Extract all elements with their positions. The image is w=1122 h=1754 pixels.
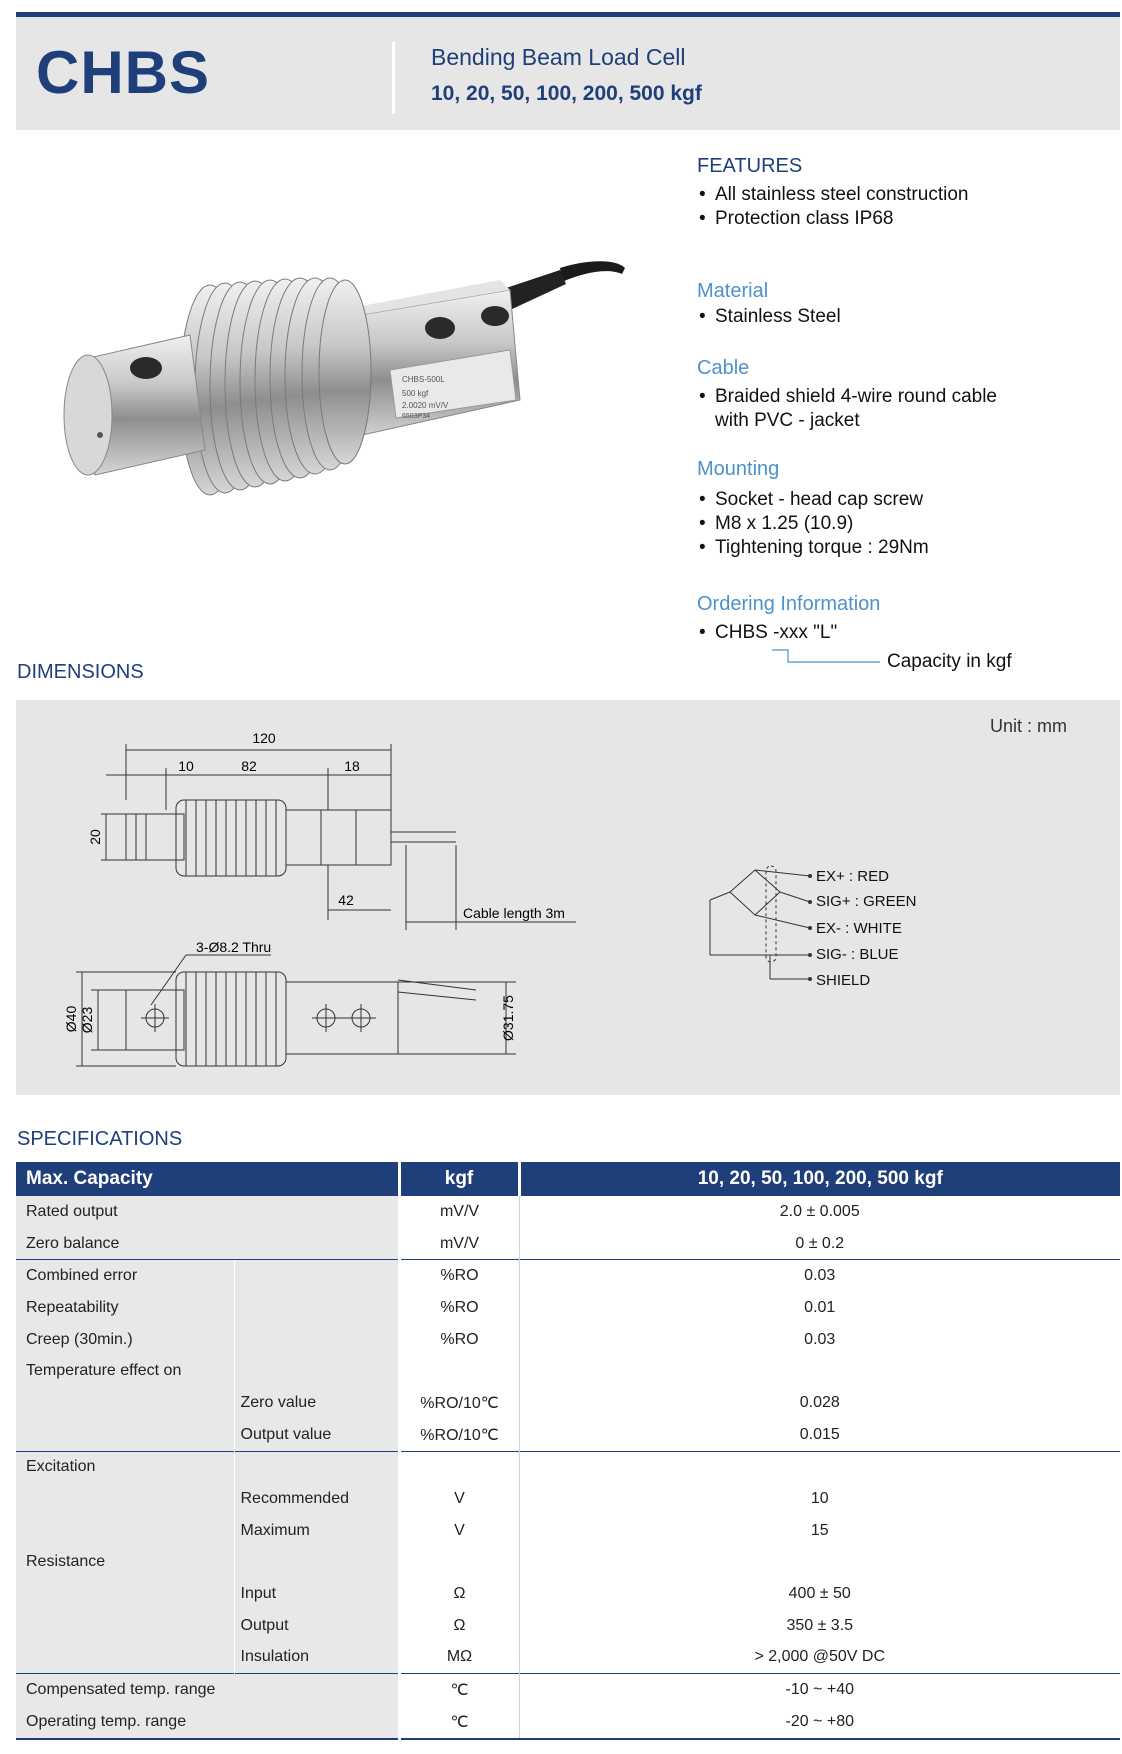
header-divider <box>392 42 395 114</box>
list-item: • Stainless Steel <box>697 305 841 329</box>
spec-sublabel: Insulation <box>234 1642 399 1674</box>
spec-value: 400 ± 50 <box>519 1578 1120 1610</box>
spec-value: 0.01 <box>519 1292 1120 1324</box>
table-row <box>16 1260 1120 1292</box>
spec-sublabel <box>234 1260 399 1292</box>
spec-unit <box>399 1355 519 1387</box>
spec-unit: mV/V <box>399 1196 519 1228</box>
material-heading: Material <box>697 280 769 302</box>
mounting-heading: Mounting <box>697 458 780 480</box>
table-row <box>16 1419 1120 1451</box>
spec-sublabel: Input <box>234 1578 399 1610</box>
label-capa-text: 500 kgf <box>402 389 429 398</box>
spec-unit <box>399 1547 519 1579</box>
spec-unit: V <box>399 1483 519 1515</box>
dim-42: 42 <box>338 892 354 908</box>
spec-label <box>16 1515 234 1547</box>
table-row <box>16 1547 1120 1579</box>
cable-heading: Cable <box>697 357 750 379</box>
spec-label <box>16 1578 234 1610</box>
dim-d3175: Ø31.75 <box>500 995 516 1041</box>
list-item: • Socket - head cap screw <box>697 488 929 512</box>
label-model-text: CHBS-500L <box>402 375 445 384</box>
spec-value: 2.0 ± 0.005 <box>519 1196 1120 1228</box>
spec-label: Operating temp. range <box>16 1706 399 1739</box>
table-row <box>16 1228 1120 1260</box>
table-row <box>16 1483 1120 1515</box>
dim-10: 10 <box>178 758 194 774</box>
spec-label: Compensated temp. range <box>16 1674 399 1706</box>
dim-120: 120 <box>252 730 276 746</box>
dim-d23: Ø23 <box>79 1006 95 1034</box>
spec-label: Combined error <box>16 1260 234 1292</box>
dim-20: 20 <box>87 829 103 845</box>
dim-82: 82 <box>241 758 257 774</box>
mounting-list <box>697 488 929 560</box>
wire-sig-plus: SIG+ : GREEN <box>816 893 917 910</box>
wire-ex-minus: EX- : WHITE <box>816 920 902 937</box>
spec-label <box>16 1642 234 1674</box>
spec-label: Temperature effect on <box>16 1355 234 1387</box>
spec-sublabel <box>234 1451 399 1483</box>
spec-sublabel <box>234 1547 399 1579</box>
spec-label <box>16 1387 234 1419</box>
spec-unit: %RO <box>399 1292 519 1324</box>
spec-sublabel: Recommended <box>234 1483 399 1515</box>
spec-unit: V <box>399 1515 519 1547</box>
spec-unit: mV/V <box>399 1228 519 1260</box>
spec-value: > 2,000 @50V DC <box>519 1642 1120 1674</box>
spec-sublabel <box>234 1292 399 1324</box>
spec-sublabel: Zero value <box>234 1387 399 1419</box>
spec-unit: ℃ <box>399 1674 519 1706</box>
spec-sublabel: Output value <box>234 1419 399 1451</box>
table-row <box>16 1292 1120 1324</box>
label-sn-text: 6503P34 <box>402 413 431 420</box>
table-row <box>16 1706 1120 1739</box>
table-row <box>16 1515 1120 1547</box>
cable-line-2: with PVC - jacket <box>715 410 860 431</box>
table-row <box>16 1642 1120 1674</box>
spec-unit: %RO/10℃ <box>399 1419 519 1451</box>
wire-ex-plus: EX+ : RED <box>816 868 889 885</box>
spec-unit: Ω <box>399 1578 519 1610</box>
spec-label: Rated output <box>16 1196 399 1228</box>
spec-value: 0.028 <box>519 1387 1120 1419</box>
spec-sublabel <box>234 1324 399 1356</box>
spec-header-value: 10, 20, 50, 100, 200, 500 kgf <box>519 1162 1120 1196</box>
wire-sig-minus: SIG- : BLUE <box>816 946 899 963</box>
spec-label: Resistance <box>16 1547 234 1579</box>
table-row <box>16 1451 1120 1483</box>
spec-unit <box>399 1451 519 1483</box>
list-item: • Protection class IP68 <box>697 207 968 231</box>
spec-value: 0.015 <box>519 1419 1120 1451</box>
list-item: • M8 x 1.25 (10.9) <box>697 512 929 536</box>
spec-unit: Ω <box>399 1610 519 1642</box>
features-list <box>697 183 968 231</box>
spec-label: Creep (30min.) <box>16 1324 234 1356</box>
list-item: • Tightening torque : 29Nm <box>697 536 929 560</box>
list-item <box>697 385 997 433</box>
material-list <box>697 305 841 329</box>
spec-value: 0.03 <box>519 1324 1120 1356</box>
spec-value: 350 ± 3.5 <box>519 1610 1120 1642</box>
spec-header-unit: kgf <box>399 1162 519 1196</box>
spec-unit: %RO/10℃ <box>399 1387 519 1419</box>
cable-length-label: Cable length 3m <box>463 905 565 921</box>
features-heading: FEATURES <box>697 155 803 177</box>
spec-label: Zero balance <box>16 1228 399 1260</box>
dim-d40: Ø40 <box>63 1005 79 1033</box>
table-row <box>16 1674 1120 1706</box>
spec-value: 15 <box>519 1515 1120 1547</box>
product-photo <box>40 250 640 510</box>
ordering-list <box>697 621 837 645</box>
dimension-drawing <box>16 700 616 1095</box>
cable-list <box>697 385 997 433</box>
capacity-list: 10, 20, 50, 100, 200, 500 kgf <box>431 82 702 105</box>
spec-value: 0.03 <box>519 1260 1120 1292</box>
ordering-leader-line <box>770 648 890 668</box>
spec-label <box>16 1483 234 1515</box>
spec-label: Excitation <box>16 1451 234 1483</box>
spec-sublabel <box>234 1355 399 1387</box>
spec-label <box>16 1610 234 1642</box>
specifications-table <box>16 1162 1120 1740</box>
spec-sublabel: Maximum <box>234 1515 399 1547</box>
table-row <box>16 1196 1120 1228</box>
dim-18: 18 <box>344 758 360 774</box>
spec-value: 10 <box>519 1483 1120 1515</box>
product-subtitle: Bending Beam Load Cell <box>431 44 686 70</box>
spec-value <box>519 1355 1120 1387</box>
spec-value: 0 ± 0.2 <box>519 1228 1120 1260</box>
cable-line-1: Braided shield 4-wire round cable <box>715 386 997 407</box>
wire-shield: SHIELD <box>816 972 871 989</box>
table-row <box>16 1578 1120 1610</box>
unit-label: Unit : mm <box>990 716 1068 736</box>
spec-unit: ℃ <box>399 1706 519 1739</box>
ordering-heading: Ordering Information <box>697 593 881 615</box>
specifications-heading: SPECIFICATIONS <box>17 1128 183 1150</box>
thru-hole-label: 3-Ø8.2 Thru <box>196 939 272 955</box>
spec-value: -10 ~ +40 <box>519 1674 1120 1706</box>
ordering-note: Capacity in kgf <box>887 651 1012 672</box>
ordering-code: • CHBS -xxx "L" <box>697 621 837 645</box>
table-header-row <box>16 1162 1120 1196</box>
spec-unit: MΩ <box>399 1642 519 1674</box>
table-row <box>16 1324 1120 1356</box>
list-item: • All stainless steel construction <box>697 183 968 207</box>
model-title: CHBS <box>36 39 211 106</box>
dimensions-heading: DIMENSIONS <box>17 661 144 683</box>
table-row <box>16 1610 1120 1642</box>
spec-value <box>519 1547 1120 1579</box>
table-row <box>16 1355 1120 1387</box>
spec-header-label: Max. Capacity <box>16 1162 399 1196</box>
spec-unit: %RO <box>399 1324 519 1356</box>
spec-value: -20 ~ +80 <box>519 1706 1120 1739</box>
label-ro-text: 2.0020 mV/V <box>402 401 449 410</box>
wiring-diagram <box>700 860 820 990</box>
spec-value <box>519 1451 1120 1483</box>
spec-unit: %RO <box>399 1260 519 1292</box>
spec-label: Repeatability <box>16 1292 234 1324</box>
spec-sublabel: Output <box>234 1610 399 1642</box>
table-row <box>16 1387 1120 1419</box>
spec-label <box>16 1419 234 1451</box>
